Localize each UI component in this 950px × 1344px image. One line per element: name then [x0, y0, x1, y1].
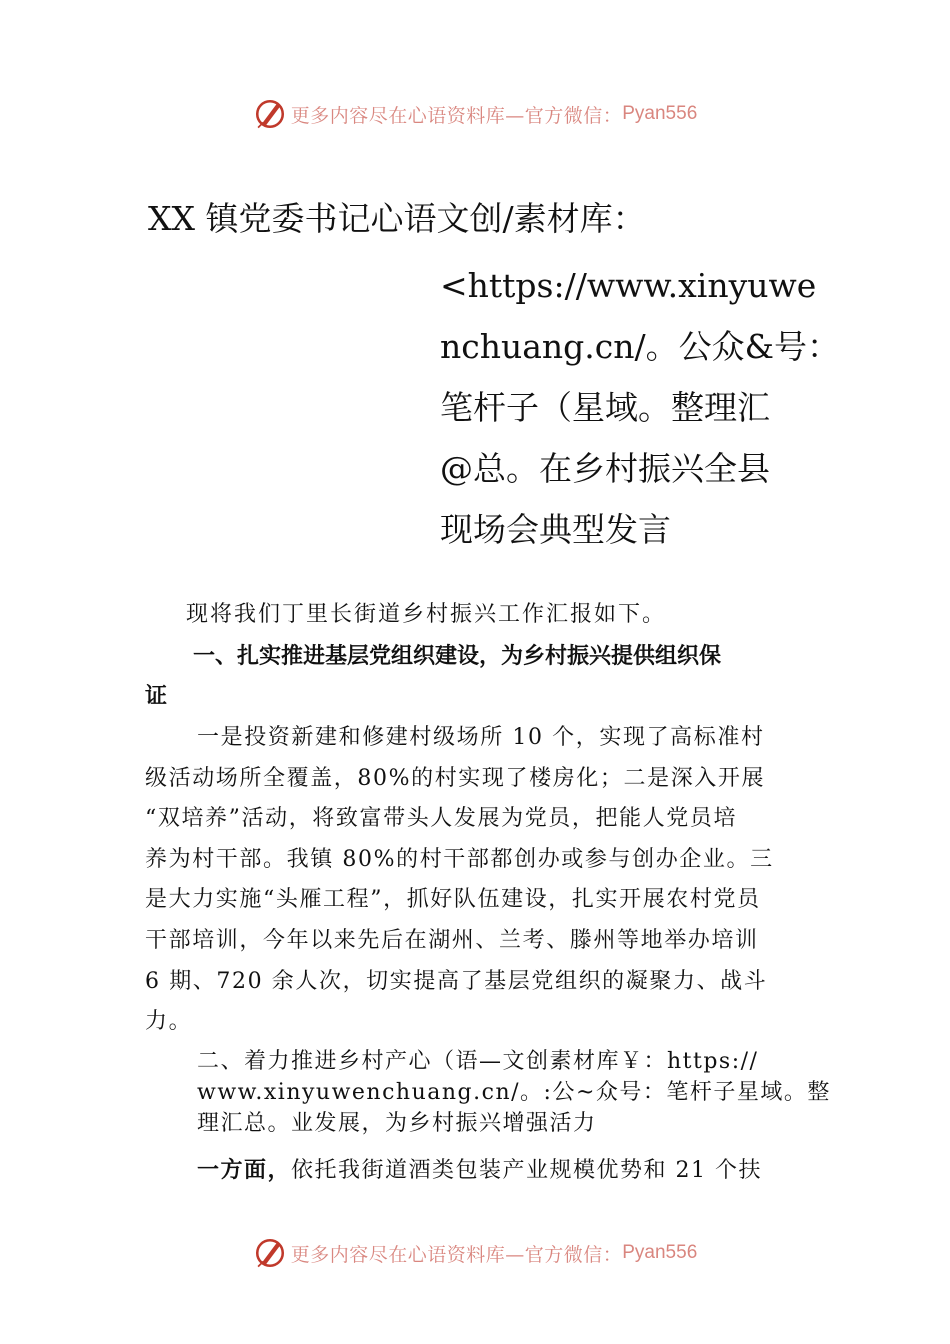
banner-wechat-id: Pyan556: [622, 1242, 698, 1263]
body-line: “双培养”活动，将致富带头人发展为党员，把能人党员培: [145, 806, 738, 832]
intro-paragraph: 现将我们丁里长街道乡村振兴工作汇报如下。: [186, 602, 667, 627]
body-line: 力。: [145, 1009, 193, 1035]
section1-body: [145, 718, 810, 1043]
body-text: 依托我街道酒类包装产业规模优势和 21 个扶: [291, 1158, 762, 1183]
section1-heading: [145, 637, 810, 717]
title-line: 笔杆子（星域。整理汇: [440, 388, 770, 427]
body-line: 干部培训，今年以来先后在湖州、兰考、滕州等地举办培训: [145, 927, 759, 953]
body-line: 6 期、720 余人次，切实提高了基层党组织的凝聚力、战斗: [145, 968, 768, 994]
footer-banner: [0, 1233, 950, 1273]
heading-line: 理汇总。业发展，为乡村振兴增强活力: [197, 1111, 597, 1136]
section2-body: [197, 1151, 862, 1191]
body-line: 级活动场所全覆盖，80%的村实现了楼房化；二是深入开展: [145, 765, 766, 791]
heading-line: www.xinyuwenchuang.cn/。:公~众号：笔杆子星域。整: [197, 1080, 831, 1105]
document-title: XX 镇党委书记心语文创/素材库：: [148, 199, 646, 238]
banner-text: 更多内容尽在心语资料库—官方微信：: [290, 104, 623, 127]
body-line: 一是投资新建和修建村级场所 10 个，实现了高标准村: [197, 725, 765, 750]
heading-line: 二、着力推进乡村产心（语—文创素材库￥：https://: [197, 1049, 759, 1074]
heading-line: 一、扎实推进基层党组织建设，为乡村振兴提供组织保: [193, 644, 722, 669]
banner-text: 更多内容尽在心语资料库—官方微信：: [290, 1243, 623, 1266]
body-line: 是大力实施“头雁工程”，抓好队伍建设，扎实开展农村党员: [145, 887, 761, 913]
pen-logo-icon: [253, 1236, 287, 1270]
document-title-continued: [440, 255, 841, 560]
pen-logo-icon: [253, 97, 287, 131]
heading-line: 证: [145, 684, 168, 709]
title-line: <https://www.xinyuwe: [440, 266, 817, 305]
title-line: nchuang.cn/。公众&号：: [440, 327, 841, 366]
body-line: 养为村干部。我镇 80%的村干部都创办或参与创办企业。三: [145, 846, 774, 872]
section2-heading: [197, 1046, 831, 1139]
body-lead-bold: 一方面，: [197, 1158, 292, 1183]
banner-wechat-id: Pyan556: [622, 103, 698, 124]
title-line: @总。在乡村振兴全县: [440, 449, 770, 488]
header-banner: [0, 94, 950, 134]
title-line: 现场会典型发言: [440, 510, 671, 549]
